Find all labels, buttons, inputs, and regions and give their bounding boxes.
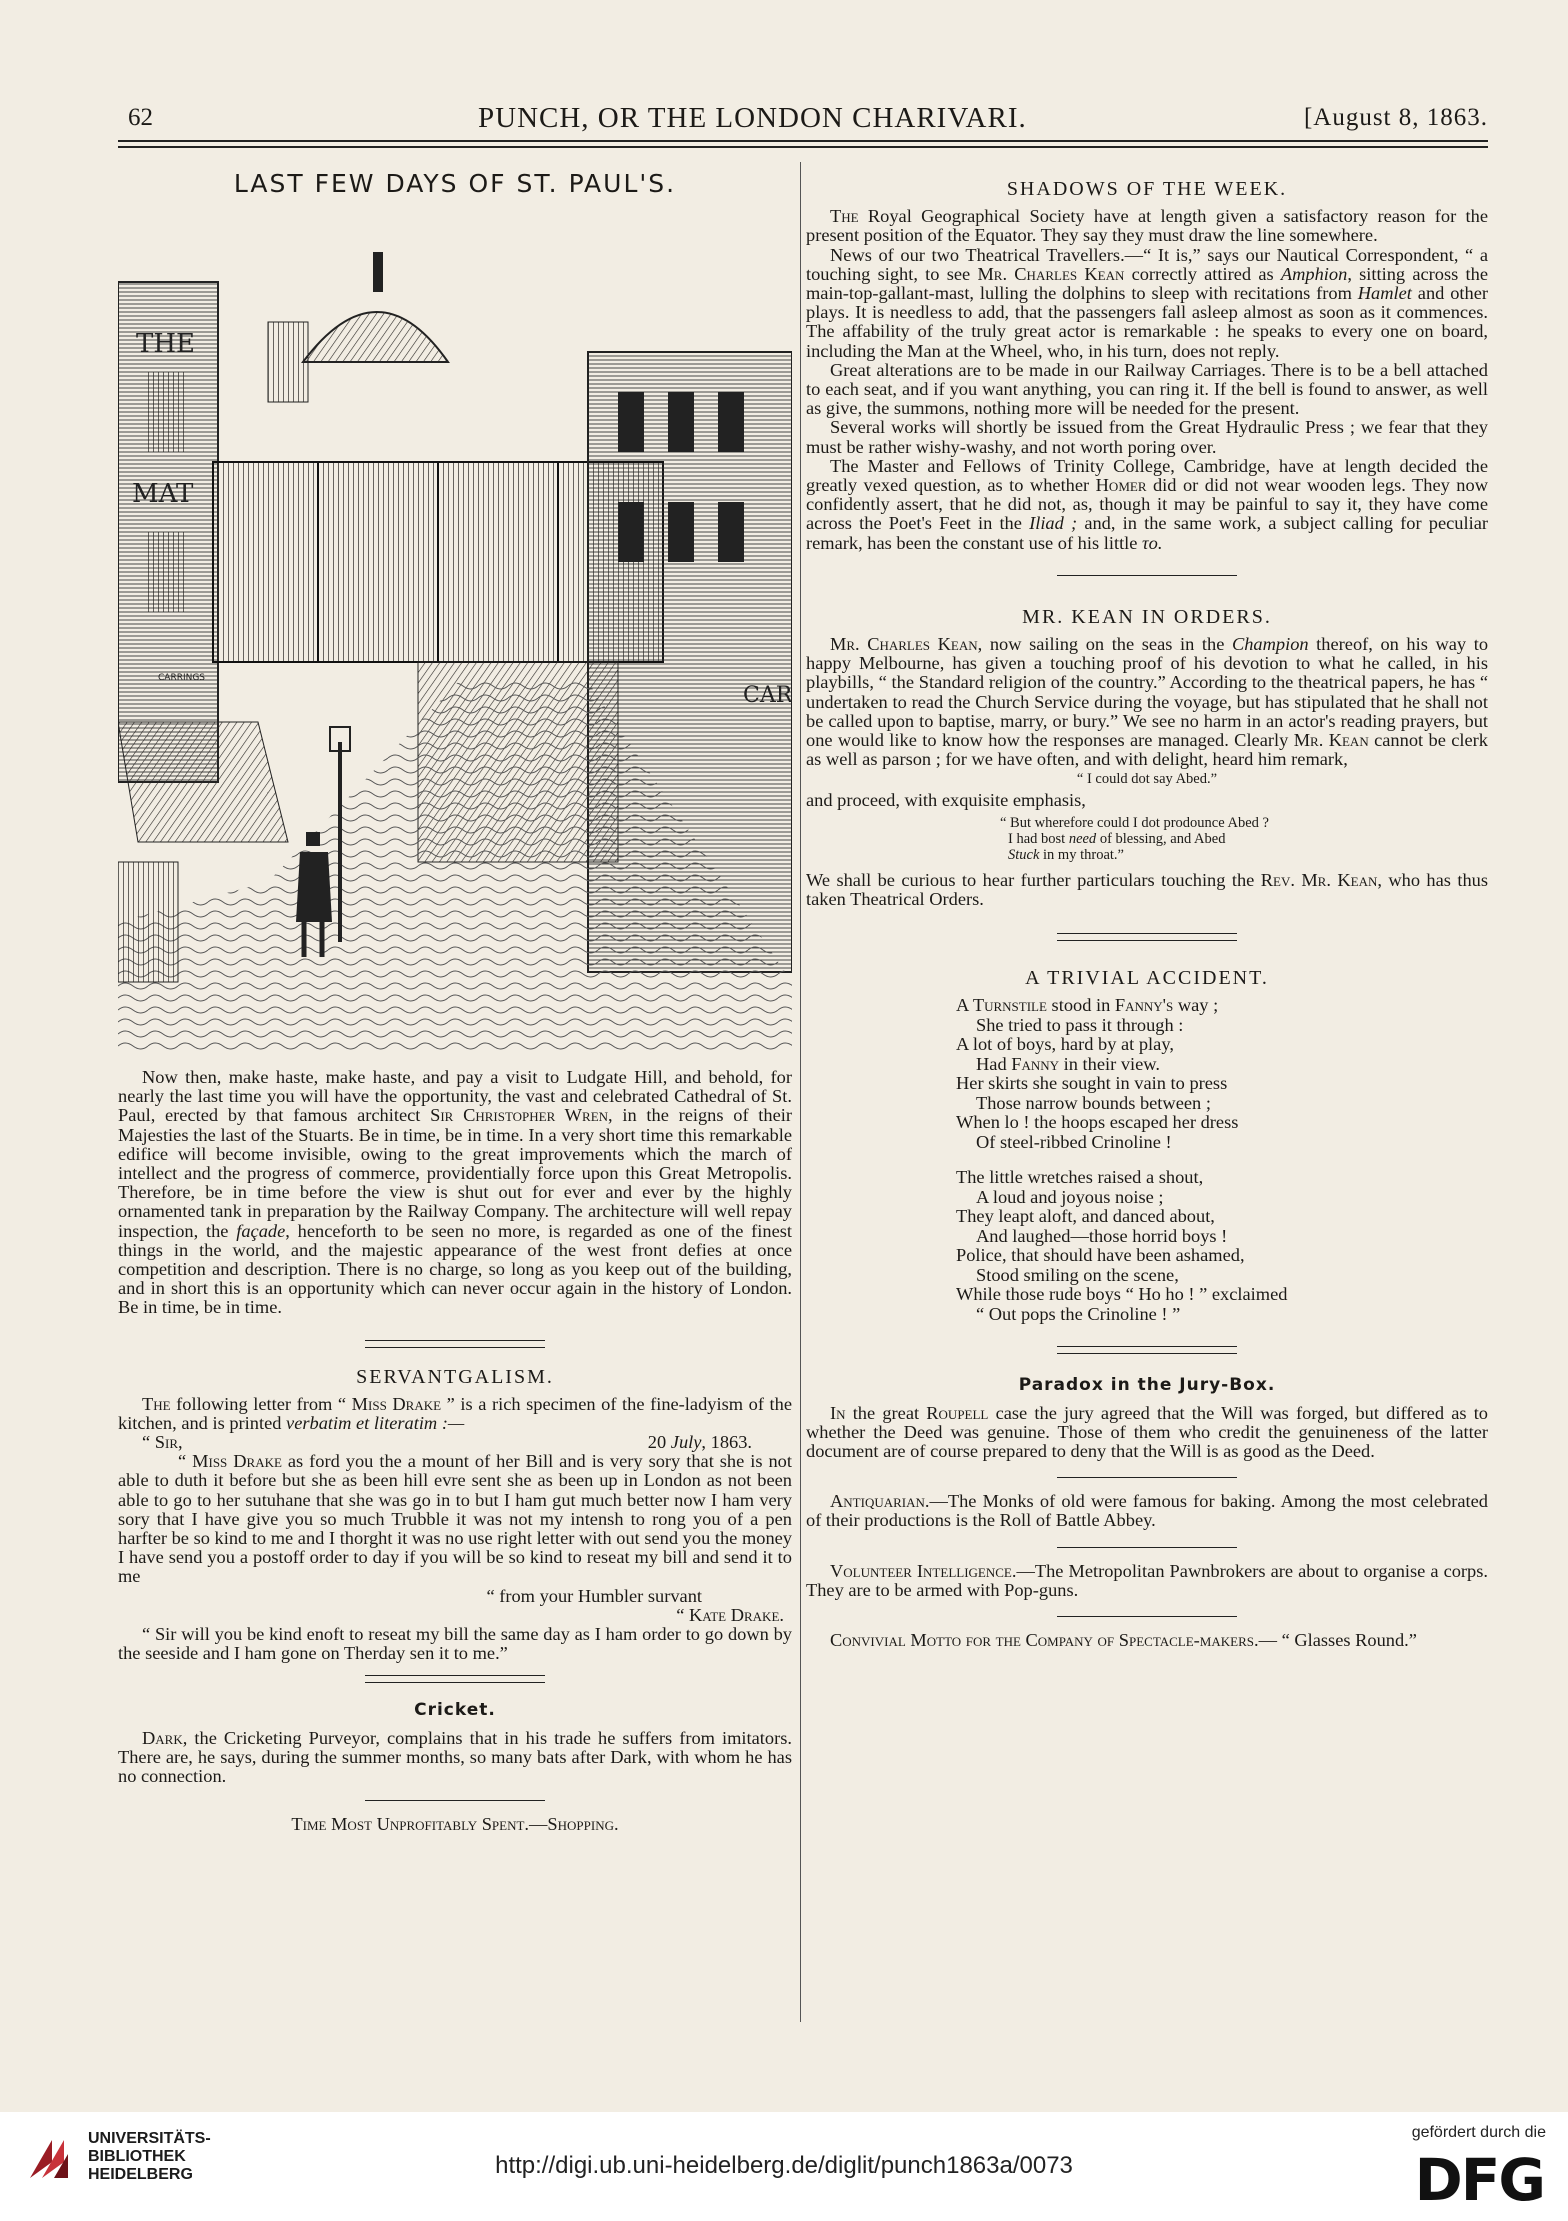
sign-mat: MAT [132,479,194,509]
homer-name: Homer [1095,475,1147,496]
letter-text: as ford you the a mount of her Bill and is very sory that she is not able to duth it before but she as been hill evre sent she as been up in London as not been able to go to her sutuhane that she was go in to but I ham gut much better now I ham very sory that I have give you so much Trubble it was not my intensh to rong you of a pen harfter be so kind to me and I thorght it was no use right letter with out send you the money I have send you a postoff order to day if you will be so kind to reseat my bill and send it to me [118,1451,792,1587]
wren-name: Sir Christopher Wren [430,1105,609,1126]
railings-shape [118,862,178,982]
shadows-p5 [806,457,1488,553]
sign-the: THE [136,329,195,359]
roupell-name: Roupell [926,1402,989,1423]
st-pauls-engraving [118,222,792,1052]
page-header [118,100,1488,136]
issue-date: [August 8, 1863. [1303,104,1488,131]
letter-miss-drake: Miss Drake [192,1451,282,1472]
st-pauls-article [118,1068,792,1318]
servantgalism-title: SERVANTGALISM. [356,1365,554,1388]
right-column [806,180,1488,1650]
miss-drake-name: Miss Drake [351,1393,442,1414]
shadows-p5-text-a: The Master and Fellows of Trinity College, Cambridge, have at length decided the greatly vexed question, as to whether [806,455,1488,496]
champion-word: Champion [1231,634,1309,655]
kean-p1-text-d: thereof, on his way to happy Melbourne, has given a touching proof of his devotion to what he called, in his playbills, “ the Standard religion of the country.” According to the theatrical papers, he has “ undertaken to read the Church Service during the voyage, but has stipulated that he shall not be called upon to baptise, marry, or bury.” We see no harm in an actor's reading prayers, but one would like to know how the responses are managed. Clearly [806,634,1489,751]
quote-line: “ But wherefore could I dot prodounce Abed ? [1000,814,1269,831]
volunteer-label: Volunteer Intelligence. [830,1560,1017,1581]
amphion-word: Amphion [1280,263,1348,284]
quote-line [1000,831,1488,847]
poem-line: “ Out pops the Crinoline ! ” [976,1303,1181,1324]
verbatim-phrase: verbatim et literatim :— [286,1413,465,1434]
shadows-p2-text-a: News of our two Theatrical Travellers.—“ It is,” says our Nautical Correspondent, “ a touching sight, to see [806,244,1488,284]
man-hat-shape [306,832,320,846]
column-divider [800,162,801,2022]
quote-line [1000,847,1488,863]
shadows-p5-text-e: and, in the same work, a subject calling for peculiar remark, has been the constant use of his little [806,513,1488,553]
kean-name: Mr. Charles Kean [977,263,1125,284]
shadows-p1 [806,207,1488,245]
antiquarian-text: —The Monks of old were famous for baking. Among the most celebrated of their productions is the Roll of Battle Abbey. [806,1491,1488,1531]
section-rule [1057,1346,1237,1354]
mr-kean-name: Mr. Kean [1293,730,1369,751]
kean-article [806,605,1489,909]
kean-p1-text-f: cannot be clerk as well as parson ; for we have often, and with delight, heard him remark, [806,730,1489,770]
kean-p2: and proceed, with exquisite emphasis, [806,790,1086,811]
dark-name: Dark [142,1727,183,1748]
kean-p1 [806,635,1488,769]
shadows-article [806,180,1488,553]
poem-line: Of steel-ribbed Crinoline ! [976,1131,1172,1152]
poem-line: They leapt aloft, and danced about, [956,1206,1215,1227]
poem-line: A lot of boys, hard by at play, [956,1034,1174,1055]
poem-stanza-1 [806,996,1488,1152]
paradox-title: Paradox in the Jury-Box. [1018,1375,1276,1396]
poem-word: A [956,995,973,1016]
trivial-article [806,969,1488,1324]
shadows-p3: Great alterations are to be made in our Railway Carriages. There is to be a bell attached to each seat, and if you want anything, you can ring it. If the bell is found to answer, as well as give, the summons, nothing more will be needed for the present. [806,359,1488,419]
header-rule-top [118,140,1488,142]
st-pauls-paragraph [118,1068,792,1318]
kean-p3-text-c: , who has thus taken Theatrical Orders. [806,869,1489,909]
awning-shape [118,722,288,842]
quote-line-b: of blessing, and Abed [1096,830,1226,847]
masthead-title: PUNCH, OR THE LONDON CHARIVARI. [478,102,1027,134]
poem-line: Those narrow bounds between ; [976,1092,1211,1113]
cricket-body: , the Cricketing Purveyor, complains that in his trade he suffers from imitators. There are, he says, during the summer months, so many bats after Dark, with whom he has no connection. [118,1727,792,1787]
kean-quote-1: “ I could dot say Abed.” [1076,771,1218,788]
letter-signature: “ Kate Drake. [676,1604,784,1625]
convivial-text: — “ Glasses Round.” [1258,1629,1417,1650]
digitization-footer [0,2112,1568,2221]
kean-p1-text-b: , now sailing on the seas in the [977,634,1232,655]
iliad-word: Iliad ; [1029,513,1078,534]
kean-title: MR. KEAN IN ORDERS. [1022,605,1272,628]
poem-word: way ; [1173,995,1219,1016]
greek-to: το. [1142,532,1163,553]
library-line: BIBLIOTHEK [88,2148,186,2165]
time-line: Time Most Unprofitably Spent.—Shopping. [291,1814,619,1835]
section-rule [365,1675,545,1683]
section-rule [1057,1477,1237,1478]
servant-intro-word: The [142,1393,171,1414]
section-rule [1057,575,1237,576]
left-column [118,160,792,1835]
poem-word: in their view. [1059,1053,1160,1074]
servant-intro-text-2: ” is a rich specimen of the fine-ladyism of the kitchen, and is printed [118,1393,792,1434]
paradox-text-b: the great [845,1402,927,1423]
trivial-title: A TRIVIAL ACCIDENT. [1025,967,1269,990]
poem-line [956,996,1488,1016]
poem-line: Her skirts she sought in vain to press [956,1073,1228,1094]
shadows-title: SHADOWS OF THE WEEK. [1006,178,1288,200]
paradox-article [806,1376,1488,1461]
paradox-text-d: case the jury agreed that the Will was forged, but differed as to whether the Deed was genuine. Those of them who credit the genuineness of the latter document are of course prepared to deny that the Will is as good as the Deed. [806,1402,1488,1461]
poem-line: When lo ! the hoops escaped her dress [956,1112,1239,1133]
funding-caption: gefördert durch die [1411,2124,1546,2141]
poem-line: The little wretches raised a shout, [956,1167,1204,1188]
kean-quote-2 [806,815,1488,863]
kean-p3 [806,871,1488,909]
kean-p3-text-a: We shall be curious to hear further particulars touching the [806,869,1261,890]
poem-line: Stood smiling on the scene, [976,1264,1179,1285]
servant-intro [118,1395,792,1433]
fanny-name: Fanny's [1114,995,1174,1016]
lantern-shape [373,252,383,292]
letter-postscript: “ Sir will you be kind enoft to reseat my bill the same day as I ham order to go down by the seeside and I ham gone on Therday sen it to me.” [118,1624,792,1664]
quote-line-c: in my throat.” [1039,846,1124,863]
poem-line [956,1055,1488,1075]
pauls-text-3: , henceforth to be seen no more, is regarded as one of the finest things in the world, and the majestic appearance of the west front defies at once competition and description. There is no charge, so long as you keep out of the building, and in short this is an opportunity which can never occur again in the history of London. Be in time, be in time. [118,1220,793,1318]
antiquarian-label: Antiquarian. [830,1491,930,1512]
fanny-name: Fanny [1011,1053,1060,1074]
letter-signoff: “ from your Humbler survant [486,1585,702,1606]
sign-car: CAR [743,683,792,708]
library-line: UNIVERSITÄTS- [88,2130,211,2147]
paradox-word: In [830,1402,846,1423]
pauls-text-2: , in the reigns of their Majesties the last of the Stuarts. Be in time, be in time. In a very short time this remarkable edifice will become invisible, owing to the great improvements which the march of intellect and the progress of commerce, providentially force upon this Great Metropolis. Therefore, be in time before the view is shut out for ever and ever by the highly ornamented tank in preparation by the Railway Company. The architecture will well repay inspection, the [118,1105,792,1241]
header-rule-bottom [118,146,1488,148]
dfg-logo: DFG [1414,2146,1544,2214]
letter-body [118,1452,792,1586]
window-shape [148,532,188,612]
antiquarian-item [806,1492,1488,1530]
shadows-p2 [806,246,1488,361]
shadows-p2-text-g: and other plays. It is needless to add, that the passengers fall asleep almost as soon as it commences. The affability of the truly great actor is remarkable : he speaks to every one on board, including the Man at the Wheel, who, in his turn, does not reply. [806,283,1488,361]
quote-stuck: Stuck [1008,846,1040,863]
section-rule [365,1800,545,1801]
shadows-p2-text-c: correctly attired as [1124,263,1281,284]
poem-line: A loud and joyous noise ; [976,1186,1164,1207]
poem-word: Had [976,1053,1012,1074]
hamlet-word: Hamlet [1357,283,1412,304]
convivial-label: Convivial Motto for the Company of Spectacle-makers. [830,1629,1259,1650]
shadows-p5-text-c: did or did not wear wooden legs. They now confidently assert, that he did not, as, though it may be painful to say it, they have come across the Poet's Feet in the [806,475,1488,534]
letter-open-quote: “ [178,1451,193,1472]
date-year: , 1863. [701,1432,752,1453]
poem-line: She tried to pass it through : [976,1014,1184,1035]
turnstile-word: Turnstile [972,995,1047,1016]
letter-salutation: “ Sir, [142,1432,183,1453]
servantgalism-article [118,1365,792,1664]
man-figure-shape [296,852,332,922]
facade-word: façade [236,1220,286,1241]
quote-need: need [1068,830,1097,847]
poem-line: And laughed—those horrid boys ! [976,1225,1228,1246]
volunteer-item [806,1562,1488,1600]
servant-intro-text: following letter from “ [170,1393,352,1414]
tower-shape [268,322,308,402]
convivial-item [806,1631,1488,1650]
poem-word: stood in [1046,995,1115,1016]
shadows-p1-text: Royal Geographical Society have at length given a satisfactory reason for the present position of the Equator. They say they must draw the line somewhere. [806,206,1488,246]
volunteer-text: —The Metropolitan Pawnbrokers are about to organise a corps. They are to be armed with Pop-guns. [806,1560,1489,1600]
date-month: July [670,1432,702,1453]
paradox-text [806,1404,1488,1462]
letter-salutation-row [118,1433,792,1452]
date-day: 20 [647,1432,671,1453]
window-shape [148,372,188,452]
shadows-p2-text-e: , sitting across the main-top-gallant-mast, lulling the dolphins to sleep with recitations from [806,263,1489,304]
section-rule [365,1340,545,1348]
poem-stanza-2 [806,1168,1488,1324]
shadows-p4: Several works will shortly be issued from the Great Hydraulic Press ; we fear that they must be rather wishy-washy, and not worth poring over. [806,417,1488,457]
cricket-title: Cricket. [414,1700,496,1721]
sign-carrings: CARRINGS [158,673,206,683]
cricket-article [118,1701,792,1786]
kean-name-2: Mr. Charles Kean [830,634,978,655]
quote-line-a: I had bost [1008,830,1069,847]
page-number: 62 [128,104,153,131]
section-rule [1057,1547,1237,1548]
source-url-link[interactable]: http://digi.ub.uni-heidelberg.de/diglit/punch1863a/0073 [495,2152,1073,2179]
section-rule [1057,1616,1237,1617]
section-rule [1057,933,1237,941]
poem-line: While those rude boys “ Ho ho ! ” exclaimed [956,1284,1288,1305]
cricket-text [118,1729,792,1787]
shadows-p1-word: The [830,206,859,227]
rev-kean-name: Rev. Mr. Kean [1260,869,1378,890]
illustration-title: LAST FEW DAYS OF ST. PAUL'S. [233,169,677,198]
pauls-text-1: Now then, make haste, make haste, and pay a visit to Ludgate Hill, and behold, for nearly the last time you will have the opportunity, the vast and celebrated Cathedral of St. Paul, erected by that famous architect [118,1067,792,1126]
poem-line: Police, that should have been ashamed, [956,1245,1245,1266]
library-line: HEIDELBERG [88,2166,193,2183]
letter-date [648,1433,752,1452]
